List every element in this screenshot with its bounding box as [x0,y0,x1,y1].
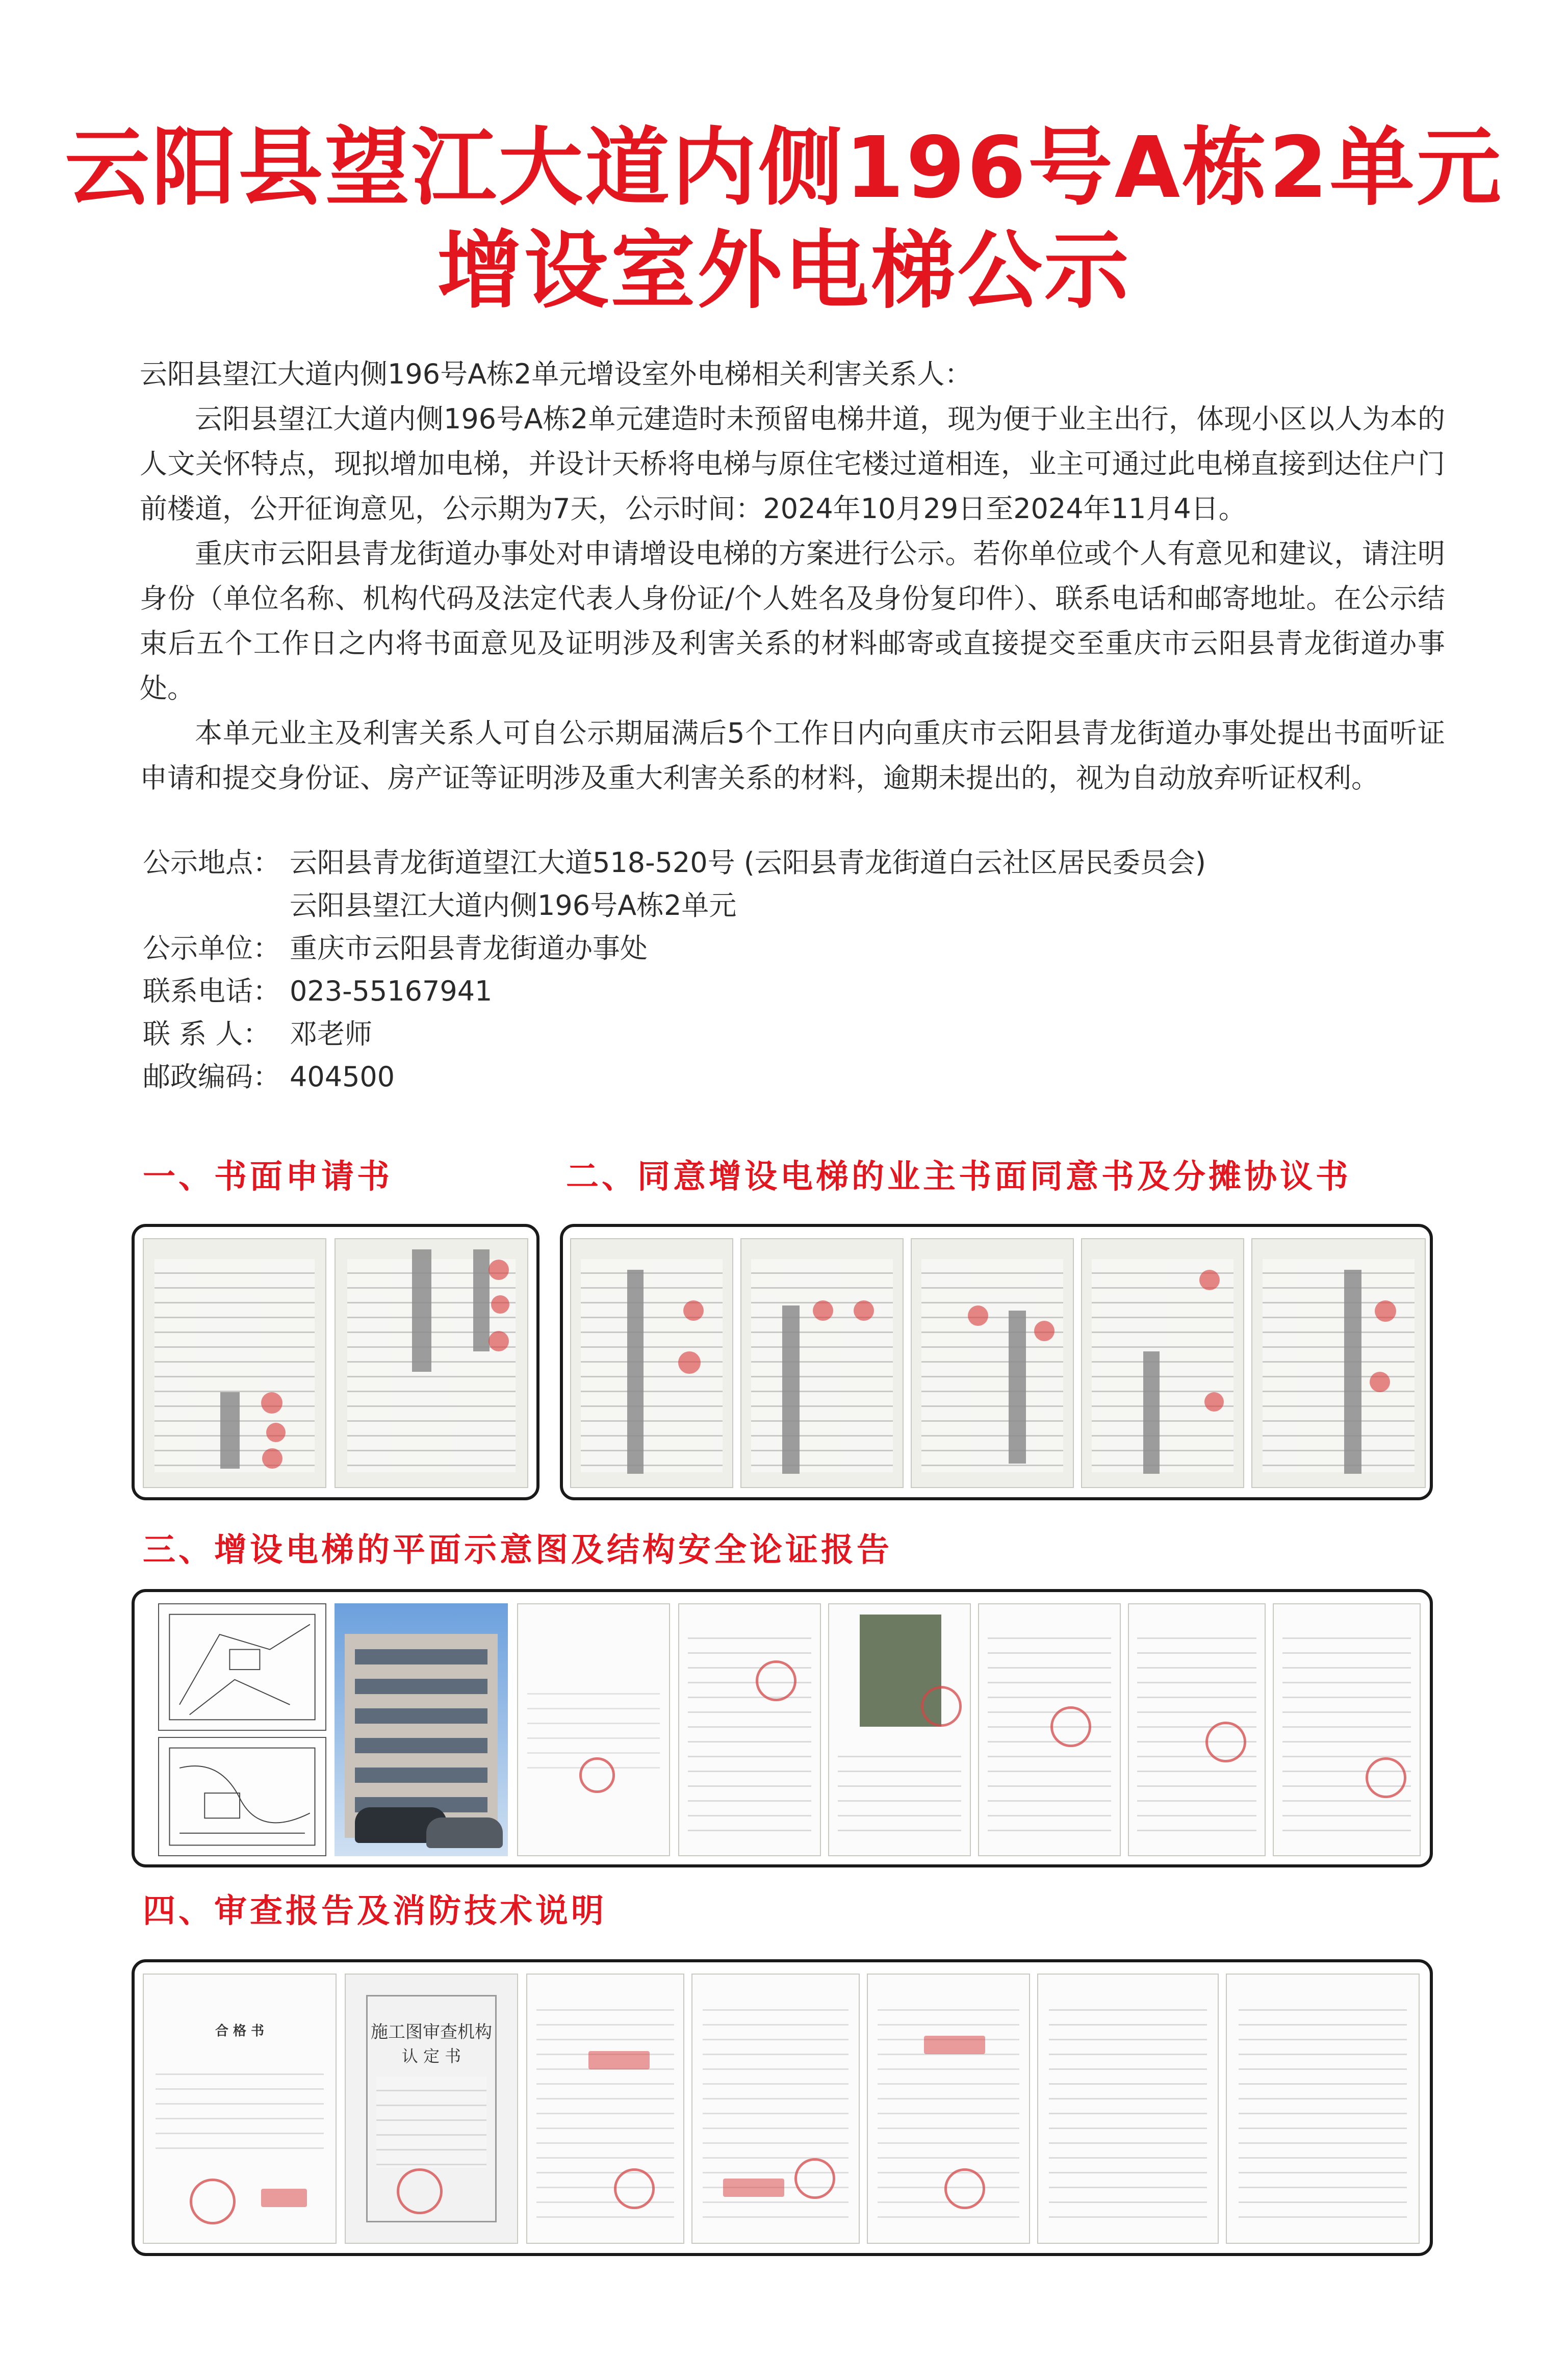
postcode-value: 404500 [290,1061,395,1093]
report-page-2 [828,1603,971,1856]
report-page-4 [1128,1603,1266,1856]
review-report-3 [867,1974,1030,2244]
review-authority-certificate [345,1974,518,2244]
contact-value: 邓老师 [290,1018,372,1050]
review-report-1 [526,1974,684,2244]
site-plan-2 [158,1737,326,1856]
report-cover [517,1603,670,1856]
report-page-3 [978,1603,1121,1856]
certificate-title: 合 格 书 [215,2024,265,2039]
info-block [143,841,1206,1098]
review-panel [132,1959,1433,2256]
consent-photo-1 [570,1238,733,1488]
qualification-certificate [143,1974,337,2244]
notice-body [140,352,1445,801]
application-photo-1 [143,1238,326,1488]
page-title-line-2: 增设室外电梯公示 [437,222,1131,320]
salutation: 云阳县望江大道内侧196号A栋2单元增设室外电梯相关利害关系人： [140,358,972,390]
unit-label: 公示单位： [143,932,280,964]
paragraph-2: 重庆市云阳县青龙街道办事处对申请增设电梯的方案进行公示。若你单位或个人有意见和建议，请注明身份（单位名称、机构代码及法定代表人身份证/个人姓名及身份复印件）、联系电话和邮寄地址。在公示结束后五个工作日之内将书面意见及证明涉及利害关系的材料邮寄或直接提交至重庆市云阳县青龙街道办事处。 [140,537,1445,704]
consent-photo-5 [1251,1238,1426,1488]
plan-panel [132,1589,1433,1867]
contact-label: 联 系 人： [143,1018,271,1050]
location-1: 云阳县青龙街道望江大道518-520号 (云阳县青龙街道白云社区居民委员会) [290,847,1206,879]
postcode-label: 邮政编码： [143,1061,280,1093]
report-page-1 [678,1603,821,1856]
consent-panel [560,1224,1433,1500]
building-photo [335,1603,508,1856]
site-plan-1 [158,1603,326,1731]
consent-photo-3 [911,1238,1074,1488]
paragraph-1: 云阳县望江大道内侧196号A栋2单元建造时未预留电梯井道，现为便于业主出行，体现小区以人为本的人文关怀特点，现拟增加电梯，并设计天桥将电梯与原住宅楼过道相连，业主可通过此电梯直接到达住户门前楼道，公开征询意见，公示期为7天，公示时间：2024年10月29日至2024年11月4日。 [140,403,1445,525]
section-heading-4: 四、审查报告及消防技术说明 [143,1892,607,1930]
unit-value: 重庆市云阳县青龙街道办事处 [290,932,648,964]
fire-protection-form-2 [1226,1974,1420,2244]
location-2: 云阳县望江大道内侧196号A栋2单元 [290,889,737,921]
review-report-2 [691,1974,860,2244]
phone-value: 023-55167941 [290,975,493,1007]
consent-photo-2 [740,1238,904,1488]
paragraph-3: 本单元业主及利害关系人可自公示期届满后5个工作日内向重庆市云阳县青龙街道办事处提出书面听证申请和提交身份证、房产证等证明涉及重大利害关系的材料，逾期未提出的，视为自动放弃听证权利。 [140,717,1445,794]
review-title-1: 施工图审查机构 [371,2022,492,2042]
page-title-line-1: 云阳县望江大道内侧196号A栋2单元 [65,119,1503,217]
section-heading-1: 一、书面申请书 [143,1158,393,1196]
review-title-2: 认 定 书 [401,2046,461,2066]
section-heading-2: 二、同意增设电梯的业主书面同意书及分摊协议书 [566,1158,1351,1196]
fire-protection-form-1 [1037,1974,1219,2244]
application-panel [132,1224,539,1500]
location-label: 公示地点： [143,847,280,879]
phone-label: 联系电话： [143,975,280,1007]
section-heading-3: 三、增设电梯的平面示意图及结构安全论证报告 [143,1531,892,1569]
report-page-5 [1273,1603,1421,1856]
consent-photo-4 [1081,1238,1244,1488]
application-photo-2 [335,1238,528,1488]
